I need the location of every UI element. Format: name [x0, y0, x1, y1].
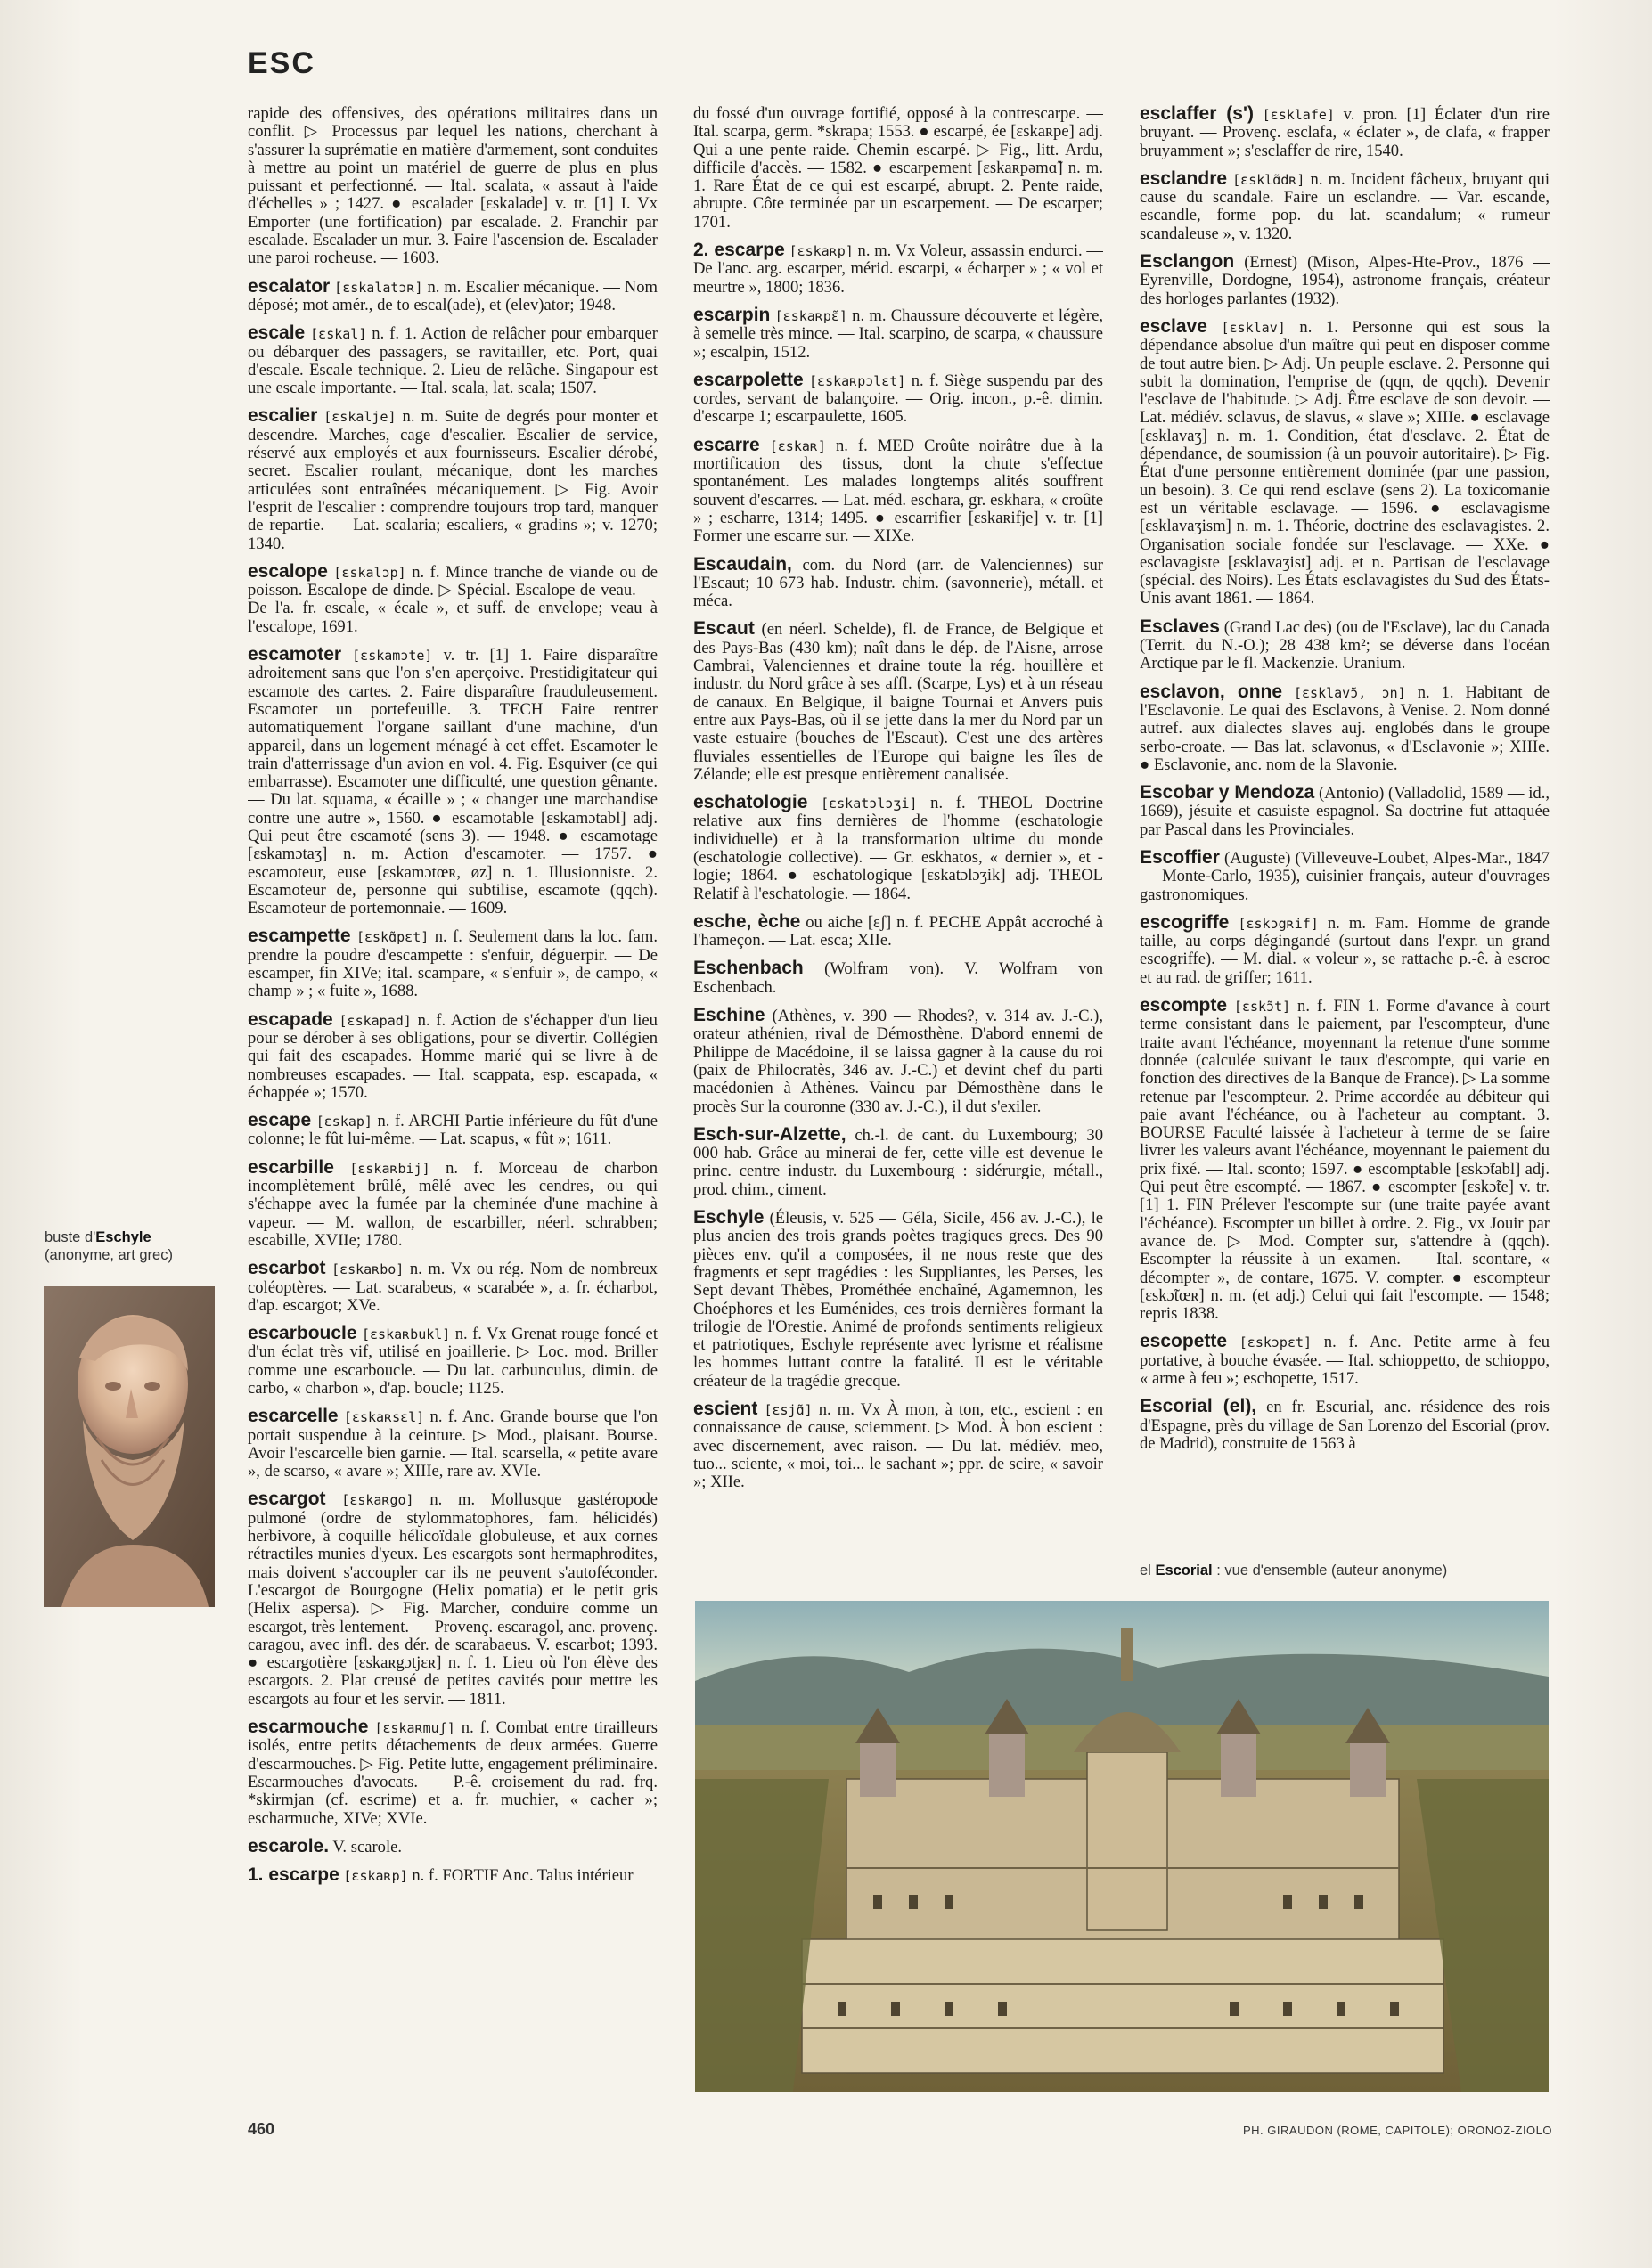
entry-definition: (Grand Lac des) (ou de l'Esclave), lac du Canada (Territ. du N.-O.); 28 438 km²; se déverse dans l'océan Arctique par le fl. Mackenzie. Uranium.	[1140, 617, 1550, 673]
entry-pronunciation: [ɛskɑ̃pɛt]	[356, 929, 429, 946]
entry-headword: escape	[248, 1110, 312, 1131]
entry-headword: escalope	[248, 560, 328, 582]
entry-pronunciation: [ɛskɔgʀif]	[1238, 915, 1319, 932]
entry-pronunciation: [ɛskalatɔʀ]	[334, 279, 423, 296]
escorial-caption	[1140, 1562, 1639, 1579]
entry-headword: escampette	[248, 926, 351, 947]
entry-pronunciation: [ɛskaʀpɔlɛt]	[809, 372, 906, 389]
entry-pronunciation: [ɛskaʀ]	[769, 437, 826, 454]
dictionary-entry	[248, 275, 658, 315]
entry-headword: Escaut	[693, 618, 755, 640]
dictionary-entry	[248, 927, 658, 1000]
entry-definition: n. m. Escalier mécanique. — Nom déposé; mot amér., de to escal(ade), et (elev)ator; 1948.	[248, 277, 658, 314]
entry-headword: Eschenbach	[693, 958, 804, 979]
escorial-painting-image	[695, 1601, 1549, 2092]
dictionary-entry	[693, 436, 1103, 546]
entry-definition: n. f. 1. Action de relâcher pour embarquer ou débarquer des passagers, se ravitailler, etc. Port, quai d'escale. Escale technique. 2. Lieu de relâche. Singapour est une escale importante. — Ital. scala, lat. scala; 1507.	[248, 324, 658, 398]
entry-headword: escogriffe	[1140, 911, 1230, 933]
entry-pronunciation: [ɛskapad]	[339, 1012, 412, 1029]
dictionary-entry	[1140, 167, 1550, 243]
dictionary-entry	[248, 105, 658, 268]
dictionary-entry	[1140, 683, 1550, 774]
entry-definition: n. f. MED Croûte noirâtre due à la mortification des tissus, dont la chute s'effectue spontanément. Les malades longtemps alités souffrent souvent d'escarres. — Lat. méd. eschara, gr. eskhara, « croûte » ; escharre, 1314; 1495. ● escarrifier [ɛskaʀifje] v. tr. [1] Former une escarre sur. — XIXe.	[693, 436, 1103, 546]
dictionary-entry	[248, 1835, 658, 1856]
entry-headword: esche, èche	[693, 910, 801, 932]
entry-definition: n. m. Mollusque gastéropode pulmoné (ordre de stylommatophores, fam. hélicidés) herbivore, à coquille hélicoïdale globuleuse, et aux cornes rétractiles munies d'yeux. Les escargots sont hermaphrodites, mais doivent s'accoupler car ils ne peuvent s'autoféconder. L'escargot de Bourgogne (Helix pomatia) et le petit gris (Helix aspersa). ▷ Fig. Marcher, conduire comme un escargot, très lentement. — Provenç. escaragol, anc. provenç. caragou, avec infl. des dér. de scarabaeus. V. escarbot; 1393. ● escargotière [ɛskaʀgɔtjɛʀ] n. f. 1. Lieu où l'on élève des escargots. 2. Plat creusé de petites cavités pour mettre les escargots au four et les servir. — 1811.	[248, 1490, 658, 1709]
entry-definition: n. f. Anc. Petite arme à feu portative, à bouche évasée. — Ital. schioppetto, de schioppo, « arme à feu »; eschopette, 1517.	[1140, 1333, 1550, 1388]
entry-definition: n. 1. Personne qui est sous la dépendance absolue d'un maître qui peut en disposer comme de tout autre bien. ▷ Adj. Un peuple esclave. 2. Personne qui subit la domination, l'emprise de (qqn, de qqch). Devenir l'esclave de l'habitude. ▷ Adj. Être esclave de son devoir. — Lat. médiév. sclavus, de slavus, « slave »; XIIIe. ● esclavage [ɛsklavaʒ] n. m. 1. Condition, état d'esclave. 2. État de dépendance, de soumission (à un pouvoir autoritaire). ▷ Fig. État d'une personne entièrement dominée (par une passion, un besoin). 3. Ce qui rend esclave (sens 2). La toxicomanie est un véritable esclavage. — 1596. ● esclavagisme [ɛsklavaʒism] n. m. 1. Théorie, doctrine des esclavagistes. 2. Organisation sociale fondée sur l'esclavage. — XXe. ● esclavagiste [ɛsklavaʒist] adj. et n. Partisan de l'esclavage (spécial. des Noirs). Les États esclavagistes du Sud des États-Unis avant 1861. — 1864.	[1140, 317, 1550, 608]
entry-pronunciation: [ɛsklafe]	[1262, 107, 1335, 123]
dictionary-entry	[1140, 1398, 1550, 1453]
dictionary-entry	[248, 1260, 658, 1315]
entry-definition: n. m. Vx Voleur, assassin endurci. — De l'anc. arg. escarper, mérid. escarpi, « écharper » ; « vol et meurtre », 1800; 1836.	[693, 241, 1103, 297]
entry-headword: esclaffer (s')	[1140, 105, 1254, 124]
entry-pronunciation: [ɛskɔpɛt]	[1239, 1334, 1313, 1351]
section-header: ESC	[248, 46, 315, 80]
entry-pronunciation: [ɛskaʀp]	[789, 243, 854, 260]
entry-definition: n. m. Incident fâcheux, bruyant qui cause du scandale. Faire un esclandre. — Var. escande, escandle, forme pop. du lat. scandalum; « rumeur scandaleuse », v. 1320.	[1140, 169, 1550, 243]
portrait-caption	[45, 1228, 223, 1264]
entry-headword: escarpolette	[693, 369, 804, 390]
dictionary-entry	[1140, 846, 1550, 904]
entry-headword: escopette	[1140, 1331, 1228, 1352]
dictionary-entry	[1140, 997, 1550, 1323]
portrait-caption-prefix: buste d'	[45, 1229, 96, 1245]
escorial-caption-detail: : vue d'ensemble (auteur anonyme)	[1212, 1562, 1448, 1579]
entry-headword: Esch-sur-Alzette,	[693, 1123, 846, 1145]
entry-headword: Escorial (el),	[1140, 1396, 1257, 1417]
entry-headword: escamoter	[248, 644, 342, 665]
entry-pronunciation: [ɛskaʀmuʃ]	[374, 1720, 455, 1737]
entry-definition: (Éleusis, v. 525 — Géla, Sicile, 456 av. J.-C.), le plus ancien des trois grands poètes tragiques grecs. Des 90 pièces env. qu'il a composées, il ne nous reste que des fragments et sept tragédies : les Suppliantes, les Perses, les Sept devant Thèbes, Prométhée enchaîné, Agamemnon, les Choéphores et les Euménides, ces trois dernières formant la trilogie de l'Orestie. Animé de profonds sentiments religieux et patriotiques, Eschyle représente avec lyrisme et réalisme les hommes luttant contre la fatalité. Il est le véritable créateur de la tragédie grecque.	[693, 1209, 1103, 1391]
dictionary-entry	[248, 1407, 658, 1481]
entry-headword: escargot	[248, 1489, 326, 1510]
entry-definition: n. m. Chaussure découverte et légère, à semelle très mince. — Ital. scarpino, de scarpa, « chaussure »; escalpin, 1512.	[693, 306, 1103, 362]
entry-pronunciation: [ɛskaʀp]	[343, 1868, 408, 1885]
dictionary-entry	[248, 1008, 658, 1102]
entry-headword: Escobar y Mendoza	[1140, 782, 1315, 804]
entry-pronunciation: [ɛskalje]	[323, 409, 397, 426]
dictionary-entry	[693, 306, 1103, 362]
dictionary-entry	[248, 1156, 658, 1250]
dictionary-entry	[693, 910, 1103, 950]
entry-definition: n. f. Siège suspendu par des cordes, servant de balançoire. — Orig. incon., p.-ê. dimin. d'escarpe 1; escarpaulette, 1605.	[693, 371, 1103, 427]
entry-definition: n. f. Seulement dans la loc. fam. prendre la poudre d'escampette : s'enfuir, déguerpir. — De escamper, fin XIVe; ital. scampare, « s'enfuir », de campo, « champ » ; « fuite », 1688.	[248, 927, 658, 1001]
dictionary-entry	[248, 1718, 658, 1828]
entry-definition: v. tr. [1] 1. Faire disparaître adroitement sans que l'on s'en aperçoive. Prestidigitateur qui escamote des cartes. 2. Faire disparaître frauduleusement. Escamoter un portefeuille. 3. TECH Faire rentrer automatiquement l'organe saillant d'une machine, d'un appareil, dans un logement ménagé à cet effet. Escamoter le train d'atterrissage d'un avion en vol. 4. Fig. Esquiver (ce qui embarrasse). Escamoter une difficulté, une question gênante. — Du lat. squama, « écaille » ; « changer une marchandise contre une autre », 1560. ● escamotable [ɛskamɔtabl] adj. Qui peut être escamoté (sens 3). — 1948. ● escamotage [ɛskamɔtaʒ] n. m. Action d'escamoter. — 1757. ● escamoteur, euse [ɛskamɔtœʀ, øz] n. 1. Illusionniste. 2. Escamoteur de, personne qui subtilise, escamote (qqch). Escamoteur de portemonnaie. — 1609.	[248, 646, 658, 918]
entry-definition: n. 1. Habitant de l'Esclavonie. Le quai des Esclavons, à Venise. 2. Nom donné autref. aux dialectes slaves auj. englobés dans le groupe serbo-croate. — Bas lat. sclavonus, « d'Esclavonie »; XIIIe. ● Esclavonie, anc. nom de la Slavonie.	[1140, 682, 1550, 774]
entry-definition: ou aiche [ɛʃ] n. f. PECHE Appât accroché à l'hameçon. — Lat. esca; XIIe.	[693, 912, 1103, 950]
entry-pronunciation: [ɛsjɑ̃]	[764, 1402, 813, 1418]
dictionary-entry	[1140, 105, 1550, 160]
dictionary-entry	[248, 1325, 658, 1398]
entry-headword: Escoffier	[1140, 846, 1220, 868]
entry-pronunciation: [ɛskɔ̃t]	[1233, 999, 1291, 1016]
dictionary-entry	[248, 1112, 658, 1149]
dictionary-entry	[248, 646, 658, 918]
dictionary-entry	[693, 105, 1103, 232]
entry-pronunciation: [ɛsklɑ̃dʀ]	[1232, 171, 1305, 188]
entry-definition: n. f. Vx Grenat rouge foncé et d'un éclat très vif, utilisé en joaillerie. ▷ Loc. mod. Briller comme une escarboucle. — Du lat. carbunculus, dimin. de carbo, « charbon », d'ap. boucle; 1125.	[248, 1325, 658, 1398]
dictionary-entry	[693, 794, 1103, 903]
entry-pronunciation: [ɛskaʀgo]	[341, 1492, 414, 1509]
entry-definition: v. pron. [1] Éclater d'un rire bruyant. — Provenç. esclafa, « éclater », de clafa, « frapper bruyamment »; s'esclaffer de rire, 1540.	[1140, 105, 1550, 160]
entry-pronunciation: [ɛskaʀbo]	[331, 1261, 405, 1278]
dictionary-entry	[248, 1490, 658, 1709]
dictionary-entry	[1140, 253, 1550, 308]
entry-definition: V. scarole.	[332, 1837, 403, 1856]
entry-definition: (Wolfram von). V. Wolfram von Eschenbach.	[693, 959, 1103, 997]
entry-definition: n. f. THEOL Doctrine relative aux fins dernières de l'homme (eschatologie individuelle) et à la transformation ultime du monde (eschatologie collective). — Gr. eskhatos, « dernier », et -logie; 1864. ● eschatologique [ɛskatɔlɔʒik] adj. THEOL Relatif à l'eschatologie. — 1864.	[693, 794, 1103, 903]
entry-definition: n. m. Vx ou rég. Nom de nombreux coléoptères. — Lat. scarabeus, « scarabée », a. fr. écharbot, d'ap. escargot; XVe.	[248, 1260, 658, 1315]
entry-definition: (en néerl. Schelde), fl. de France, de Belgique et des Pays-Bas (430 km); naît dans le dép. de l'Aisne, arrose Cambrai, Valenciennes et draine toute la rég. houillère et industr. du Nord grâce à ses affl. (Scarpe, Lys) et à un réseau de canaux. En Belgique, il baigne Tournai et Anvers puis entre aux Pays-Bas, où il se jette dans la mer du Nord par un vaste estuaire (bouches de l'Escaut). C'est une des artères fluviales essentielles de l'Europe qui baigne les îles de Zélande; elle est presque entièrement canalisée.	[693, 620, 1103, 784]
entry-headword: esclavon, onne	[1140, 681, 1283, 702]
entry-definition: n. f. Mince tranche de viande ou de poisson. Escalope de dinde. ▷ Spécial. Escalope de veau. — De l'a. fr. escale, « écale », et suff. de envelope; veau à l'escalope, 1691.	[248, 562, 658, 636]
dictionary-entry	[693, 620, 1103, 784]
entry-pronunciation: [ɛskamɔte]	[352, 648, 433, 665]
entry-headword: esclandre	[1140, 167, 1228, 189]
dictionary-entry	[1140, 315, 1550, 608]
entry-headword: escapade	[248, 1008, 333, 1030]
entry-headword: escient	[693, 1399, 758, 1419]
dictionary-entry	[248, 560, 658, 636]
entry-definition: n. m. Suite de degrés pour monter et descendre. Marches, cage d'escalier. Escalier de service, réservé aux employés et aux fournisseurs. Escalier dérobé, secret. Escalier roulant, mécanique, dont les marches articulées sont entraînées mécaniquement. ▷ Fig. Avoir l'esprit de l'escalier : comprendre toujours trop tard, manquer de repartie. — Lat. scalaria; escaliers, « gradins »; v. 1270; 1340.	[248, 407, 658, 553]
text-column-3	[1140, 105, 1550, 1548]
escorial-caption-name: Escorial	[1155, 1562, 1213, 1579]
entry-headword: escarboucle	[248, 1323, 357, 1344]
entry-pronunciation: [ɛskal]	[310, 326, 367, 343]
entry-pronunciation: [ɛskaʀpɛ̃]	[774, 307, 847, 324]
entry-headword: Esclangon	[1140, 251, 1235, 273]
entry-headword: Escaudain,	[693, 553, 792, 575]
entry-headword: Esclaves	[1140, 616, 1220, 637]
dictionary-entry	[693, 553, 1103, 611]
entry-headword: escale	[248, 322, 306, 344]
eschyle-bust-image	[44, 1286, 215, 1607]
entry-pronunciation: [ɛskatɔlɔʒi]	[821, 795, 918, 812]
entry-definition: n. f. Combat entre tirailleurs isolés, entre petits détachements de deux armées. Guerre d'escarmouches. ▷ Fig. Petite lutte, engagement préliminaire. Escarmouches d'avocats. — P.-ê. croisement du rad. frq. *skirmjan (cf. escrime) et a. fr. muchier, « cacher »; escharmuche, XIVe; XVIe.	[248, 1718, 658, 1828]
entry-headword: escarole.	[248, 1835, 330, 1856]
entry-definition: du fossé d'un ouvrage fortifié, opposé à la contrescarpe. — Ital. scarpa, germ. *skrapa; 1553. ● escarpé, ée [ɛskaʀpe] adj. Qui a une pente raide. Chemin escarpé. ▷ Fig., litt. Ardu, difficile d'accès. — 1582. ● escarpement [ɛskaʀpəmɑ̃] n. m. 1. Rare État de ce qui est escarpé, abrupt. 2. Pente raide, abrupte. Côte terminée par un escarpement. — De escarper; 1701.	[693, 105, 1103, 232]
photo-credits: PH. GIRAUDON (ROME, CAPITOLE); ORONOZ-ZIOLO	[1243, 2124, 1553, 2137]
portrait-caption-name: Eschyle	[95, 1229, 151, 1245]
entry-definition: ch.-l. de cant. du Luxembourg; 30 000 hab. Grâce au minerai de fer, cette ville est devenue le princ. centre industr. du Luxembourg : sidérurgie, métall., prod. chim., ciment.	[693, 1125, 1103, 1199]
entry-headword: 2. escarpe	[693, 240, 785, 261]
entry-definition: (Antonio) (Valladolid, 1589 — id., 1669), jésuite et casuiste espagnol. Sa doctrine fut attaquée par Pascal dans les Provinciales.	[1140, 784, 1550, 839]
dictionary-entry	[693, 371, 1103, 427]
entry-definition: com. du Nord (arr. de Valenciennes) sur l'Escaut; 10 673 hab. Industr. chim. (savonnerie), métall. et méca.	[693, 555, 1103, 611]
entry-definition: n. f. ARCHI Partie inférieure du fût d'une colonne; le fût lui-même. — Lat. scapus, « fût »; 1611.	[248, 1112, 658, 1149]
entry-pronunciation: [ɛskaʀbukl]	[361, 1326, 451, 1343]
entry-pronunciation: [ɛskaʀsɛl]	[343, 1409, 425, 1426]
entry-headword: escalier	[248, 405, 318, 427]
entry-headword: eschatologie	[693, 792, 808, 813]
text-column-1	[248, 105, 658, 2078]
dictionary-entry	[693, 1007, 1103, 1116]
entry-pronunciation: [ɛskalɔp]	[333, 564, 406, 581]
entry-definition: n. f. Action de s'échapper d'un lieu pour se dérober à ses obligations, pour se divertir. Collégien qui fait des escapades. Homme marié qui se livre à de nombreuses escapades. — Ital. scappata, esp. escapada, « échappée »; 1570.	[248, 1010, 658, 1102]
dictionary-entry	[248, 1866, 658, 1885]
entry-definition: (Ernest) (Mison, Alpes-Hte-Prov., 1876 — Eyrenville, Dordogne, 1954), astronome français, créateur des horloges parlantes (1932).	[1140, 253, 1550, 308]
entry-headword: escarre	[693, 434, 760, 455]
entry-definition: rapide des offensives, des opérations militaires dans un conflit. ▷ Processus par lequel les nations, cherchant à s'assurer la suprématie en matière d'armement, sont conduites à mettre au point un matériel de guerre de plus en plus puissant et perfectionné. — Ital. scalata, « assaut à l'aide d'échelles » ; 1427. ● escalader [ɛskalade] v. tr. [1] I. Vx Emporter (une fortification) par escalade. 2. Franchir par escalade. Escalader un mur. 3. Faire l'ascension de. Escalader une paroi rocheuse. — 1603.	[248, 105, 658, 268]
entry-definition: (Athènes, v. 390 — Rhodes?, v. 314 av. J.-C.), orateur athénien, rival de Démosthène. D'abord ennemi de Philippe de Macédoine, il se laissa gagner à la cause du roi (paix de Philocratès, 346 av. J.-C.) et devint chef du parti macédonien à Athènes. Vaincu par Démosthène dans le procès Sur la couronne (330 av. J.-C.), il dut s'exiler.	[693, 1007, 1103, 1116]
dictionary-entry	[1140, 618, 1550, 673]
entry-definition: (Auguste) (Villeveuve-Loubet, Alpes-Mar., 1847 — Monte-Carlo, 1935), cuisinier français, auteur d'ouvrages gastronomiques.	[1140, 848, 1550, 904]
entry-pronunciation: [ɛsklavɔ̃, ɔn]	[1294, 684, 1406, 701]
entry-definition: n. f. FIN 1. Forme d'avance à court terme consistant dans le paiement, par l'escompteur, d'une traite avant l'échéance, moyennant la retenue d'une somme donnée (calculée suivant le taux d'escompte, qui varie en fonction des directives de la Banque de France). ▷ La somme retenue par l'escompteur. 2. Prime accordée au débiteur qui paie avant l'échéance, ou à l'acheteur au comptant. 3. BOURSE Faculté laissée à l'acheteur à terme de se faire livrer les valeurs avant l'échéance, moyennant le paiement du prix fixé. — Ital. sconto; 1597. ● escomptable [ɛskɔ̃tabl] adj. Qui peut être escompté. — 1867. ● escompter [ɛskɔ̃te] v. tr. [1] 1. FIN Prélever l'escompte sur (une traite payée avant l'échéance). Escompter un billet à ordre. 2. Fig., vx Jouir par avance de. ▷ Mod. Compter sur, s'attendre à (qqch). Escompter la réussite à un examen. — Ital. scontare, « décompter », de contare, 1675. V. compter. ● escompteur [ɛskɔ̃tœʀ] n. m. (et adj.) Celui qui fait l'escompte. — 1548; repris 1838.	[1140, 997, 1550, 1324]
entry-definition: n. f. Anc. Grande bourse que l'on portait suspendue à la ceinture. ▷ Mod., plaisant. Bourse. Avoir l'escarcelle bien garnie. — Ital. scarsella, « petite avare », de scarso, « avare »; XIIIe, rare av. XVIe.	[248, 1407, 658, 1481]
entry-headword: esclave	[1140, 315, 1207, 337]
portrait-caption-detail: (anonyme, art grec)	[45, 1247, 173, 1263]
dictionary-entry	[693, 241, 1103, 297]
entry-headword: escompte	[1140, 995, 1228, 1016]
entry-pronunciation: [ɛsklav]	[1221, 319, 1286, 336]
dictionary-entry	[1140, 1333, 1550, 1388]
dictionary-entry	[1140, 784, 1550, 839]
entry-headword: escarmouche	[248, 1717, 369, 1738]
entry-pronunciation: [ɛskap]	[315, 1114, 372, 1130]
entry-headword: escarcelle	[248, 1406, 339, 1427]
page-number: 460	[248, 2120, 275, 2138]
entry-headword: Eschine	[693, 1005, 765, 1026]
dictionary-entry	[248, 324, 658, 397]
entry-definition: n. f. Morceau de charbon incomplètement brûlé, mêlé avec les cendres, ou qui s'échappe avec la fumée par la cheminée d'une machine à vapeur. — M. wallon, de escarbiller, néerl. schrabben; escabille, XVIIe; 1780.	[248, 1158, 658, 1250]
entry-headword: Eschyle	[693, 1207, 765, 1228]
entry-definition: n. f. FORTIF Anc. Talus intérieur	[412, 1866, 634, 1886]
dictionary-entry	[693, 1400, 1103, 1491]
palace-building	[802, 1752, 1443, 2073]
entry-pronunciation: [ɛskaʀbij]	[349, 1160, 430, 1177]
dictionary-entry	[693, 959, 1103, 997]
entry-headword: 1. escarpe	[248, 1864, 339, 1886]
entry-headword: escarbille	[248, 1156, 334, 1178]
entry-headword: escarpin	[693, 304, 771, 325]
entry-definition: n. m. Fam. Homme de grande taille, au corps dégingandé (surtout dans l'expr. un grand escogriffe). — M. dial. « voleur », se rattache p.-ê. à escroc et au rad. de griffer; 1611.	[1140, 913, 1550, 987]
entry-definition: n. m. Vx À mon, à ton, etc., escient : en connaissance de cause, sciemment. ▷ Mod. À bon escient : avec discernement, avec raison. — Du lat. médiév. meo, tuo... sciente, « moi, toi... le sachant »; ppr. de scire, « savoir »; XIIe.	[693, 1400, 1103, 1492]
dictionary-entry	[1140, 911, 1550, 987]
dictionary-entry	[693, 1209, 1103, 1391]
dictionary-entry	[248, 407, 658, 552]
escorial-caption-prefix: el	[1140, 1562, 1156, 1579]
dictionary-entry	[693, 1123, 1103, 1199]
entry-definition: en fr. Escurial, anc. résidence des rois d'Espagne, près du village de San Lorenzo del Escorial (prov. de Madrid), construite de 1563 à	[1140, 1398, 1550, 1453]
entry-headword: escalator	[248, 275, 331, 297]
entry-headword: escarbot	[248, 1258, 326, 1279]
